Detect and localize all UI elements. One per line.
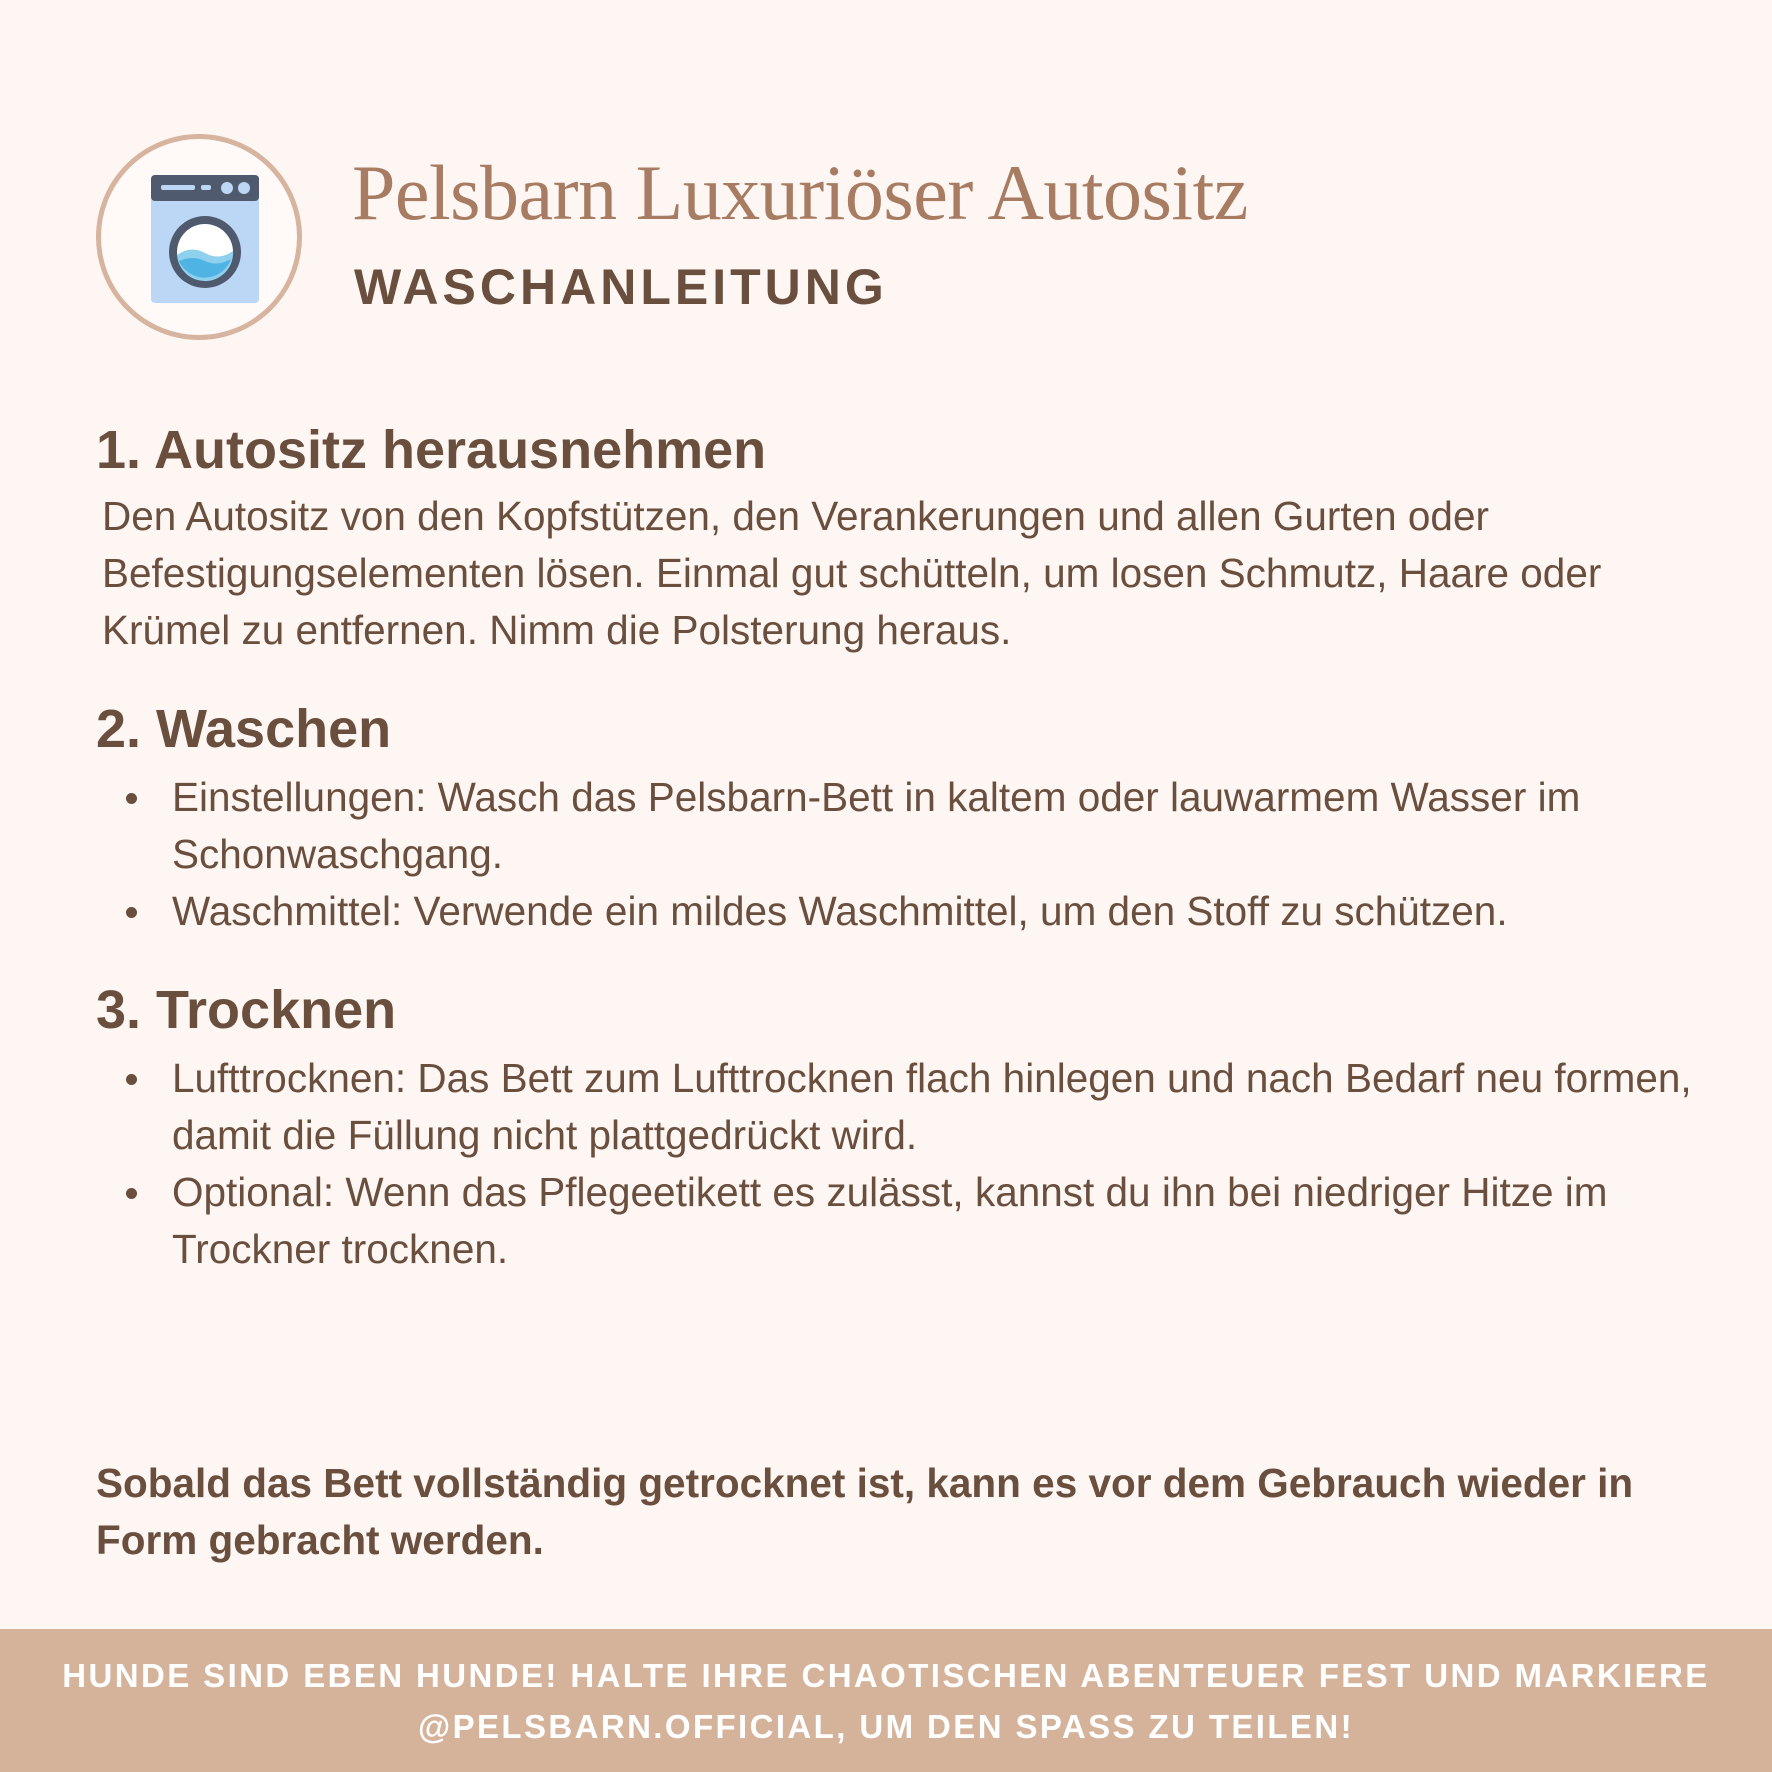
step-dry bbox=[96, 978, 1696, 1278]
bullet-icon bbox=[126, 907, 137, 918]
list-item bbox=[96, 1050, 1696, 1164]
step-heading: 3. Trocknen bbox=[96, 980, 397, 1040]
closing-note: Sobald das Bett vollständig getrocknet ist, kann es vor dem Gebrauch wieder in Form gebracht werden. bbox=[96, 1460, 1634, 1563]
bullet-icon bbox=[126, 1074, 137, 1085]
list-item-text: Lufttrocknen: Das Bett zum Lufttrocknen flach hinlegen und nach Bedarf neu formen, damit die Füllung nicht plattgedrückt wird. bbox=[172, 1055, 1692, 1158]
step-list bbox=[96, 1050, 1696, 1278]
page-subtitle: WASCHANLEITUNG bbox=[354, 259, 888, 315]
instructions-content bbox=[96, 418, 1696, 1278]
step-list bbox=[96, 769, 1696, 940]
step-heading: 2. Waschen bbox=[96, 699, 392, 759]
step-wash bbox=[96, 697, 1696, 940]
logo-badge bbox=[96, 134, 302, 340]
list-item-text: Optional: Wenn das Pflegeetikett es zulässt, kannst du ihn bei niedriger Hitze im Trockner trocknen. bbox=[172, 1169, 1608, 1272]
footer-text: HUNDE SIND EBEN HUNDE! HALTE IHRE CHAOTISCHEN ABENTEUER FEST UND MARKIERE @PELSBARN.OFFICIAL, UM DEN SPASS ZU TEILEN! bbox=[62, 1657, 1710, 1745]
list-item-text: Einstellungen: Wasch das Pelsbarn-Bett in kaltem oder lauwarmem Wasser im Schonwaschgang. bbox=[172, 774, 1581, 877]
header bbox=[96, 134, 1696, 350]
washing-machine-icon bbox=[151, 175, 259, 303]
list-item bbox=[96, 883, 1696, 940]
list-item bbox=[96, 769, 1696, 883]
bullet-icon bbox=[126, 793, 137, 804]
step-text: Den Autositz von den Kopfstützen, den Verankerungen und allen Gurten oder Befestigungselementen lösen. Einmal gut schütteln, um losen Schmutz, Haare oder Krümel zu entfernen. Nimm die Polsterung heraus. bbox=[102, 493, 1602, 653]
list-item-text: Waschmittel: Verwende ein mildes Waschmittel, um den Stoff zu schützen. bbox=[172, 888, 1508, 934]
list-item bbox=[96, 1164, 1696, 1278]
footer-banner bbox=[0, 1629, 1772, 1772]
page-title: Pelsbarn Luxuriöser Autositz bbox=[352, 149, 1248, 236]
step-heading: 1. Autositz herausnehmen bbox=[96, 420, 767, 480]
bullet-icon bbox=[126, 1188, 137, 1199]
step-remove bbox=[96, 418, 1696, 659]
